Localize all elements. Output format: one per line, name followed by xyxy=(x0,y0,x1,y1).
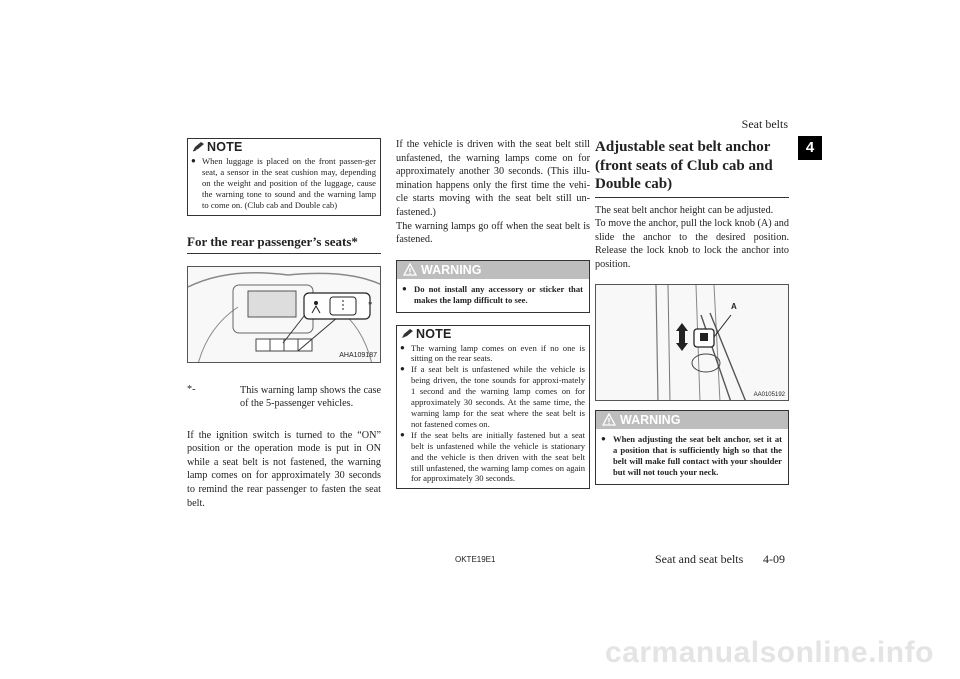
seat-belt-anchor-figure xyxy=(595,284,789,401)
pencil-icon xyxy=(192,141,205,152)
chapter-tab xyxy=(798,136,822,160)
note-item xyxy=(397,364,585,429)
note-label: NOTE xyxy=(416,326,452,341)
body-paragraph-2: The warning lamps go off when the seat belt is fastened. xyxy=(396,220,590,246)
section-heading: For the rear passenger’s seats* xyxy=(187,234,381,254)
note-item-text: If the seat belts are initially fastened but a seat belt is unfastened while the vehicle is stationary and the vehicle is then driven with the seat belt still unfastened, the warning lamp comes on again for approximately 30 seconds. xyxy=(411,429,585,484)
section-title: Seat belts xyxy=(741,117,788,131)
warning-header xyxy=(397,261,589,279)
bullet-icon: ● xyxy=(400,364,405,374)
body-paragraph-1: The seat belt anchor height can be adjusted. xyxy=(595,204,774,216)
note-item xyxy=(188,156,380,211)
body-paragraph-2: To move the anchor, pull the lock knob (A) and slide the anchor to the desired position. Release the lock knob to lock the anchor into position. xyxy=(595,218,789,270)
chapter-name: Seat and seat belts xyxy=(655,552,744,566)
dashboard-figure xyxy=(187,266,381,363)
page-number: 4-09 xyxy=(763,552,785,566)
note-box xyxy=(396,325,590,490)
column-1 xyxy=(187,138,381,510)
note-header xyxy=(188,139,380,154)
footnote-marker: *- xyxy=(187,383,196,395)
note-item-text: If a seat belt is unfastened while the vehicle is being driven, the tone sounds for approxi-mately 1 second and the warning lamp comes on for approximately 30 seconds. At the same time, the warning lamp for the seat where the seat belt is not fastened comes on. xyxy=(411,364,585,429)
pencil-icon xyxy=(401,328,414,339)
doc-code: OKTE19E1 xyxy=(455,555,496,564)
bullet-icon: ● xyxy=(400,342,405,352)
note-header xyxy=(397,326,585,341)
note-item xyxy=(397,343,585,365)
dashboard-illustration xyxy=(188,267,381,363)
note-label: NOTE xyxy=(207,140,243,154)
note-item xyxy=(397,430,585,485)
figure-code: AHA109187 xyxy=(339,351,377,359)
footnote-text: This warning lamp shows the case of the 5-passenger vehicles. xyxy=(240,384,381,410)
note-item-text: When luggage is placed on the front passen-ger seat, a sensor in the seat cushion may, depending on the weight and position of the luggage, cause the warning tone to sound and the warning lamp to come on. (Club cab and Double cab) xyxy=(202,156,376,210)
chapter-tab-number: 4 xyxy=(805,139,815,156)
warning-item-text: When adjusting the seat belt anchor, set it at a position that is sufficiently high so that the belt will make full contact with your shoulder but will not touch your neck. xyxy=(613,434,782,478)
figure-code: AA0105192 xyxy=(753,392,785,399)
bullet-icon: ● xyxy=(402,283,407,293)
warning-header xyxy=(596,411,788,429)
note-box xyxy=(187,138,381,216)
figure-asterisk: * xyxy=(368,299,373,310)
bullet-icon: ● xyxy=(191,156,196,165)
watermark: carmanualsonline.info xyxy=(605,636,934,669)
body-paragraph: If the ignition switch is turned to the “ON” position or the operation mode is put in ON while a seat belt is not fastened, the warning lamp comes on for approximately 30 seconds to remind the rear passenger to fasten the seat belt. xyxy=(187,429,381,509)
warning-box xyxy=(396,260,590,313)
footnote xyxy=(187,384,381,412)
section-heading: Adjustable seat belt anchor (front seats of Club cab and Double cab) xyxy=(595,138,789,198)
figure-label-a: A xyxy=(731,302,737,312)
bullet-icon: ● xyxy=(400,429,405,439)
warning-item xyxy=(596,429,788,484)
warning-triangle-icon xyxy=(602,413,616,426)
warning-item xyxy=(397,279,589,312)
warning-item-text: Do not install any accessory or sticker that makes the lamp difficult to see. xyxy=(414,283,583,305)
bullet-icon: ● xyxy=(601,434,606,444)
seat-belt-anchor-illustration xyxy=(596,285,789,401)
note-item-text: The warning lamp comes on even if no one is sitting on the rear seats. xyxy=(411,342,585,364)
warning-label: WARNING xyxy=(421,262,482,277)
column-3 xyxy=(595,138,789,485)
warning-box xyxy=(595,410,789,485)
warning-label: WARNING xyxy=(620,413,681,428)
body-paragraph-1: If the vehicle is driven with the seat belt still unfastened, the warning lamps come on for approximately another 30 seconds. (This illu-mination happens only the first time the vehi-cle starts moving with the seat belt still un-fastened.) xyxy=(396,139,590,218)
warning-triangle-icon xyxy=(403,263,417,276)
column-2 xyxy=(396,138,590,489)
